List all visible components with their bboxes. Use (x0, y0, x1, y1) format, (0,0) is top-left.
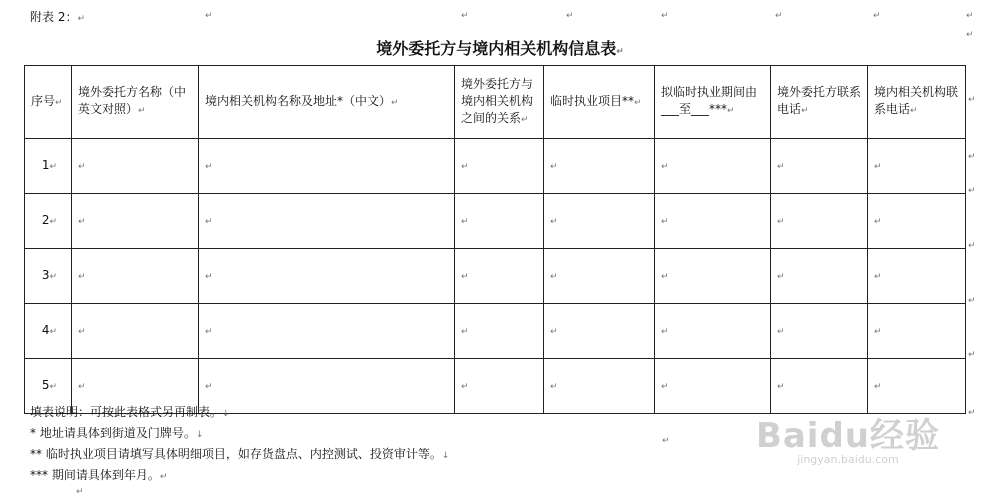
table-cell[interactable]: ↵ (868, 194, 966, 249)
paragraph-mark: ↵ (968, 152, 976, 162)
row-number: 1↵ (25, 139, 72, 194)
paragraph-mark: ↵ (873, 11, 881, 21)
table-cell[interactable]: ↵ (544, 194, 655, 249)
table-cell[interactable]: ↵ (72, 304, 199, 359)
column-header: 临时执业项目**↵ (544, 66, 655, 139)
row-number: 2↵ (25, 194, 72, 249)
table-cell[interactable]: ↵ (544, 304, 655, 359)
column-header: 境内相关机构联系电话↵ (868, 66, 966, 139)
paragraph-mark: ↵ (968, 296, 976, 306)
table-cell[interactable]: ↵ (771, 359, 868, 414)
table-cell[interactable]: ↵ (72, 194, 199, 249)
table-cell[interactable]: ↵ (72, 359, 199, 414)
row-number: 5↵ (25, 359, 72, 414)
table-header-row (25, 66, 966, 139)
paragraph-mark: ↵ (968, 241, 976, 251)
table-cell[interactable]: ↵ (455, 304, 544, 359)
paragraph-mark: ↵ (968, 408, 976, 418)
table-row (25, 139, 966, 194)
notes-section (30, 403, 449, 487)
table-cell[interactable]: ↵ (771, 139, 868, 194)
note-line: *** 期间请具体到年月。↵ (30, 468, 168, 482)
table-cell[interactable]: ↵ (655, 359, 771, 414)
attachment-label: 附表 2：↵ (30, 10, 85, 24)
baidu-logo: Baidu经验 (755, 416, 940, 456)
column-header: 序号↵ (25, 66, 72, 139)
table-row (25, 249, 966, 304)
table-cell[interactable]: ↵ (72, 139, 199, 194)
table-cell[interactable]: ↵ (655, 194, 771, 249)
column-header: 境外委托方联系电话↵ (771, 66, 868, 139)
baidu-watermark (756, 408, 940, 466)
table-cell[interactable]: ↵ (199, 359, 455, 414)
table-cell[interactable]: ↵ (868, 359, 966, 414)
table-row (25, 304, 966, 359)
document-title: 境外委托方与境内相关机构信息表↵ (376, 39, 624, 58)
column-header: 拟临时执业期间由___至___***↵ (655, 66, 771, 139)
table-cell[interactable]: ↵ (544, 359, 655, 414)
column-header: 境外委托方与境内相关机构之间的关系↵ (455, 66, 544, 139)
table-cell[interactable]: ↵ (868, 139, 966, 194)
table-cell[interactable]: ↵ (771, 194, 868, 249)
table-cell[interactable]: ↵ (868, 304, 966, 359)
table-cell[interactable]: ↵ (455, 249, 544, 304)
paragraph-mark: ↵ (968, 350, 976, 360)
paragraph-mark: ↵ (205, 11, 213, 21)
table-cell[interactable]: ↵ (655, 304, 771, 359)
watermark-url: jingyan.baidu.com (797, 453, 899, 466)
info-table (24, 65, 966, 414)
table-cell[interactable]: ↵ (199, 139, 455, 194)
table-cell[interactable]: ↵ (455, 194, 544, 249)
note-line: 填表说明：可按此表格式另再制表。↓ (30, 405, 230, 419)
paragraph-mark: ↵ (968, 95, 976, 105)
paragraph-mark: ↵ (661, 11, 669, 21)
table-cell[interactable]: ↵ (72, 249, 199, 304)
table-cell[interactable]: ↵ (199, 304, 455, 359)
table-cell[interactable]: ↵ (455, 139, 544, 194)
table-cell[interactable]: ↵ (455, 359, 544, 414)
table-cell[interactable]: ↵ (199, 194, 455, 249)
table-cell[interactable]: ↵ (199, 249, 455, 304)
table-cell[interactable]: ↵ (771, 304, 868, 359)
table-row (25, 194, 966, 249)
note-line: ** 临时执业项目请填写具体明细项目，如存货盘点、内控测试、投资审计等。↓ (30, 447, 450, 461)
table-cell[interactable]: ↵ (771, 249, 868, 304)
note-line: * 地址请具体到街道及门牌号。↓ (30, 426, 204, 440)
table-cell[interactable]: ↵ (655, 249, 771, 304)
paragraph-mark: ↵ (662, 436, 670, 446)
paragraph-mark: ↵ (968, 186, 976, 196)
column-header: 境内相关机构名称及地址*（中文）↵ (199, 66, 455, 139)
table-cell[interactable]: ↵ (544, 139, 655, 194)
paragraph-mark: ↵ (966, 30, 974, 40)
paragraph-mark: ↵ (76, 487, 84, 497)
row-number: 4↵ (25, 304, 72, 359)
row-number: 3↵ (25, 249, 72, 304)
table-cell[interactable]: ↵ (655, 139, 771, 194)
paragraph-mark: ↵ (566, 11, 574, 21)
table-cell[interactable]: ↵ (868, 249, 966, 304)
paragraph-mark: ↵ (775, 11, 783, 21)
paragraph-mark: ↵ (966, 11, 974, 21)
paragraph-mark: ↵ (461, 11, 469, 21)
table-cell[interactable]: ↵ (544, 249, 655, 304)
column-header: 境外委托方名称（中英文对照）↵ (72, 66, 199, 139)
